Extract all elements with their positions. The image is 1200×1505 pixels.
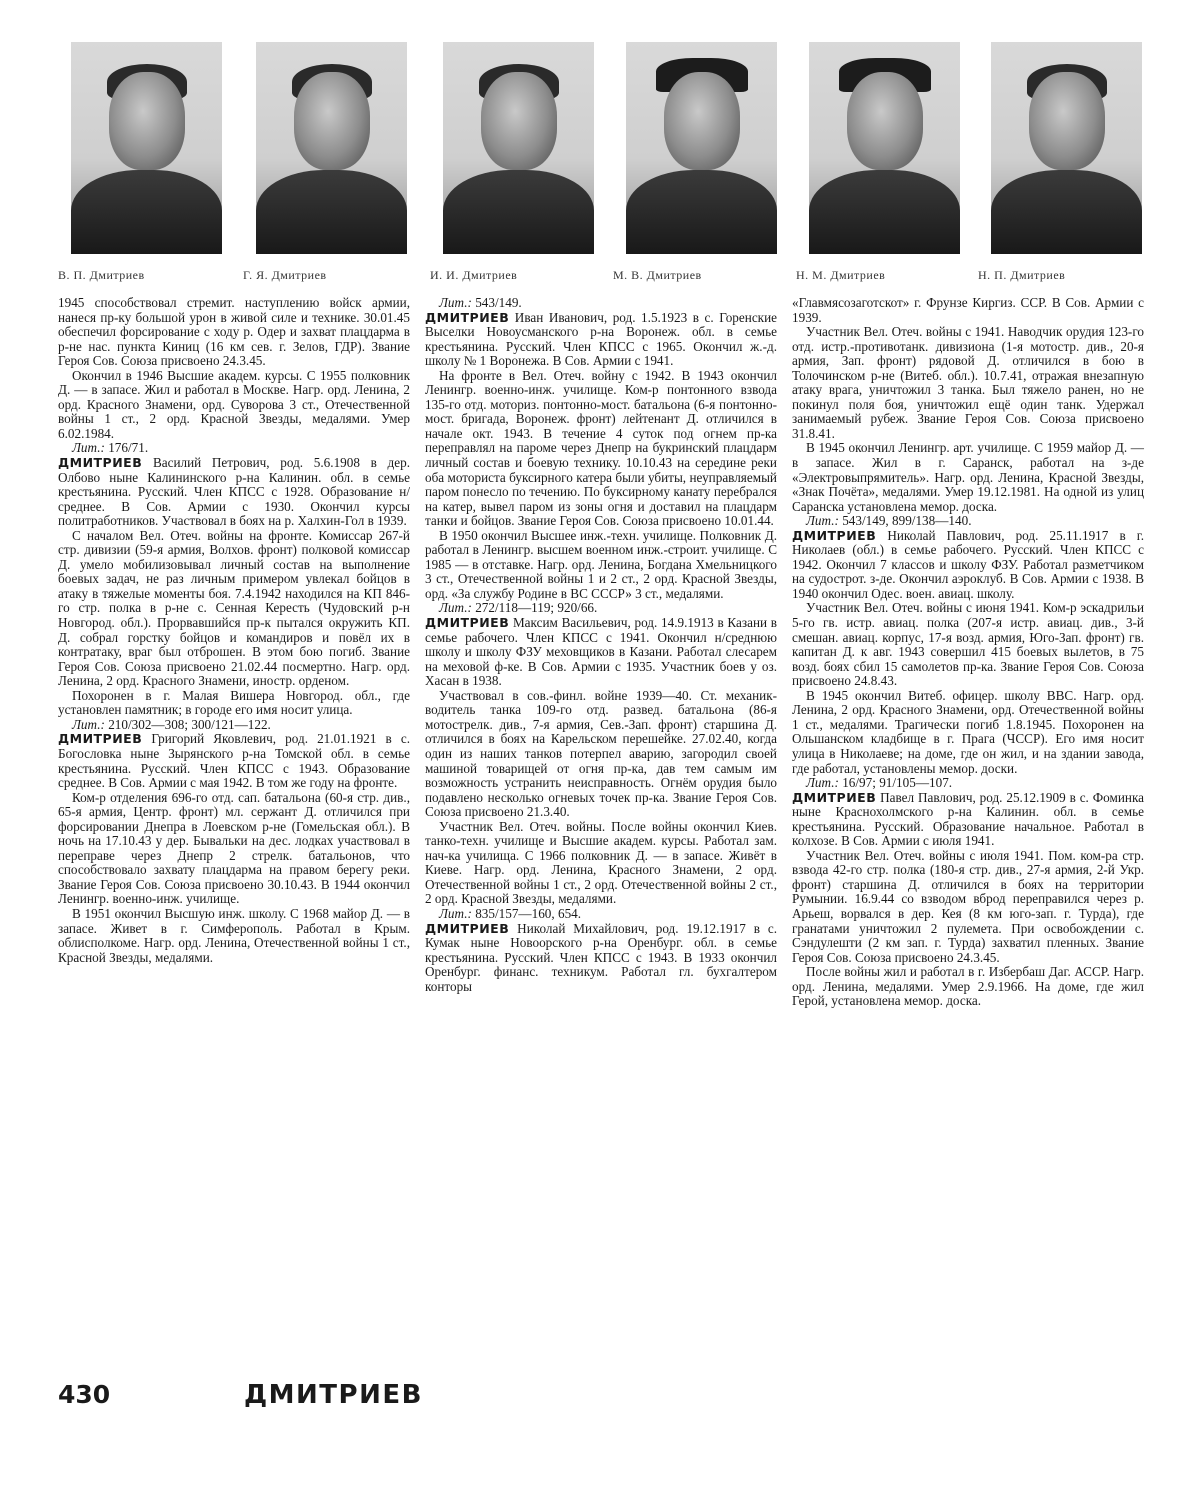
portrait-caption: Н. М. Дмитриев <box>796 268 886 282</box>
running-head: ДМИТРИЕВ <box>244 1380 423 1410</box>
entry-p-p-dmitriev: ДМИТРИЕВ Павел Павлович, род. 25.12.1909 в с. Фоминка ныне Краснохолмского р-на Калинин. обл. в семье крестьянина. Русский. Образование начальное. Работал в колхозе. В Сов. Армии с июля 1941. <box>792 789 1144 849</box>
paragraph: Участник Вел. Отеч. войны с июля 1941. Пом. ком-ра стр. взвода 42-го стр. полка (180-я стр. див., 27-я армия, 2-й Укр. фронт) старшина Д. отличился в боях на территории Румынии. 16.9.44 со взводом вброд переправился через р. Арьеш, ворвался в дер. Кея (8 км юго-зап. г. Турда), где гранатами уничтожил 2 пулемета. При освобождении с. Сэндулешти (2 км зап. г. Турда) захватил пленных. Звание Героя Сов. Союза присвоено 24.3.45. <box>792 847 1144 965</box>
entry-n-m-dmitriev: ДМИТРИЕВ Николай Михайлович, род. 19.12.1917 в с. Кумак ныне Новоорского р-на Оренбург. обл. в семье крестьянина. Русский. Член КПСС с 1943. В 1933 окончил Оренбург. финанс. техникум. Работал гл. бухгалтером конторы <box>425 920 777 994</box>
portrait-caption: Г. Я. Дмитриев <box>243 268 327 282</box>
paragraph: Окончил в 1946 Высшие академ. курсы. С 1955 полковник Д. — в запасе. Жил и работал в Москве. Нагр. орд. Ленина, 2 орд. Красного Знамени, орд. Суворова 3 ст., Отечественной войны 1 ст., 2 орд. Красной Звезды, медалями. Умер 6.02.1984. <box>58 367 410 441</box>
entry-i-i-dmitriev: ДМИТРИЕВ Иван Иванович, род. 1.5.1923 в с. Горенские Выселки Новоусманского р-на Воронеж. обл. в семье крестьянина. Русский. Член КПСС с 1965. Окончил ж.-д. школу № 1 Воронежа. В Сов. Армии с 1941. <box>425 309 777 369</box>
entry-m-v-dmitriev: ДМИТРИЕВ Максим Васильевич, род. 14.9.1913 в Казани в семье рабочего. Член КПСС с 1941. Окончил н/среднюю школу и школу ФЗУ меховщиков в Казани. Работал слесарем на меховой ф-ке. В Сов. Армии с 1935. Участник боев у оз. Хасан в 1938. <box>425 615 777 689</box>
portrait-row <box>58 42 1158 282</box>
portrait-caption: И. И. Дмитриев <box>430 268 518 282</box>
literature-ref: Лит.: 543/149, 899/138—140. <box>806 513 972 529</box>
portrait-caption: Н. П. Дмитриев <box>978 268 1066 282</box>
portrait-photo <box>443 42 594 254</box>
paragraph: На фронте в Вел. Отеч. войну с 1942. В 1943 окончил Ленингр. военно-инж. училище. Ком-р понтонного взвода 135-го отд. моториз. понтонно-мост. батальона (6-я понтонно-мост. бригада, Воронеж. фронт) лейтенант Д. отличился в начале окт. 1943. В течение 4 суток под огнем пр-ка переправлял на пароме через Днепр на букринский плацдарм личный состав и боевую технику. 10.10.43 на середине реки оба моториста буксирного катера были убиты, неуправляемый паром понесло по течению. По буксирному канату перебрался на катер, вывел паром из зоны огня и доставил на плацдарм танки и бойцов. Звание Героя Сов. Союза присвоено 10.01.44. <box>425 367 777 529</box>
entry-headword: ДМИТРИЕВ <box>425 309 510 325</box>
paragraph: Участник Вел. Отеч. войны с июня 1941. Ком-р эскадрильи 5-го гв. истр. авиац. полка (207-я истр. авиац. див., 3-й смешан. авиац. корпус, 17-я возд. армия, Юго-Зап. фронт) гв. капитан Д. к авг. 1943 совершил 415 боевых вылетов, в 75 возд. боях сбил 15 самолетов пр-ка. Звание Героя Сов. Союза присвоено 24.8.43. <box>792 600 1144 689</box>
paragraph: После войны жил и работал в г. Избербаш Даг. АССР. Нагр. орд. Ленина, медалями. Умер 2.9.1966. На доме, где жил Герой, установлена мемор. доска. <box>792 964 1144 1009</box>
portrait-n-p-dmitriev <box>978 42 1154 283</box>
paragraph: В 1945 окончил Ленингр. арт. училище. С 1959 майор Д. — в запасе. Жил в г. Саранск, работал на з-де «Электровыпрямитель». Нагр. орд. Ленина, Красной Звезды, «Знак Почёта», медалями. Умер 19.12.1981. На одной из улиц Саранска установлена мемор. доска. <box>792 440 1144 514</box>
portrait-photo <box>71 42 222 254</box>
text-column-2 <box>425 296 777 994</box>
paragraph: В 1951 окончил Высшую инж. школу. С 1968 майор Д. — в запасе. Живет в г. Симферополь. Работал в Крым. облисполкоме. Нагр. орд. Ленина, Отечественной войны 1 ст., Красной Звезды, медалями. <box>58 905 410 965</box>
literature-ref: Лит.: 16/97; 91/105—107. <box>806 775 953 791</box>
page-number: 430 <box>58 1380 111 1409</box>
paragraph: Похоронен в г. Малая Вишера Новгород. обл., где установлен памятник; в городе его имя носит улица. <box>58 687 410 718</box>
entry-g-ya-dmitriev: ДМИТРИЕВ Григорий Яковлевич, род. 21.01.1921 в с. Богословка ныне Зырянского р-на Томской обл. в семье крестьянина. Русский. Член КПСС с 1943. Образование среднее. В Сов. Армии с мая 1942. В том же году на фронте. <box>58 731 410 791</box>
portrait-photo <box>626 42 777 254</box>
portrait-m-v-dmitriev <box>613 42 789 283</box>
portrait-g-ya-dmitriev <box>243 42 419 283</box>
paragraph: Ком-р отделения 696-го отд. сап. батальона (60-я стр. див., 65-я армия, Центр. фронт) мл. сержант Д. отличился при форсировании Днепра в Лоевском р-не (Гомельская обл.). В ночь на 17.10.43 у дер. Бывальки на дес. лодках участвовал в переправе через Днепр 2 стрелк. батальонов, что способствовало захвату плацдарма на правом берегу реки. Звание Героя Сов. Союза присвоено 30.10.43. В 1944 окончил Ленингр. военно-инж. училище. <box>58 789 410 907</box>
entry-headword: ДМИТРИЕВ <box>792 527 877 543</box>
portrait-caption: М. В. Дмитриев <box>613 268 702 282</box>
portrait-photo <box>256 42 407 254</box>
paragraph: В 1945 окончил Витеб. офицер. школу ВВС. Нагр. орд. Ленина, 2 орд. Красного Знамени, орд. Отечественной войны 1 ст., медалями. Трагически погиб 1.8.1945. Похоронен на Ольшанском кладбище в г. Прага (ЧССР). Его имя носит улица в Николаеве; на доме, где он жил, и на здании завода, где работал, установлены мемор. доски. <box>792 687 1144 776</box>
literature-ref: Лит.: 176/71. <box>72 440 149 456</box>
paragraph: 1945 способствовал стремит. наступлению войск армии, нанеся пр-ку большой урон в живой силе и технике. 30.01.45 обеспечил форсирование с ходу р. Одер и захват плацдарма в р-не нас. пункта Киниц (16 км сев. г. Зелов, ГДР). Звание Героя Сов. Союза присвоено 24.3.45. <box>58 295 410 369</box>
literature-ref: Лит.: 543/149. <box>439 295 522 310</box>
text-column-3 <box>792 296 1144 1009</box>
portrait-v-p-dmitriev <box>58 42 234 283</box>
entry-headword: ДМИТРИЕВ <box>58 455 143 471</box>
literature-ref: Лит.: 272/118—119; 920/66. <box>439 600 598 616</box>
paragraph: С началом Вел. Отеч. войны на фронте. Комиссар 267-й стр. дивизии (59-я армия, Волхов. фронт) полковой комиссар Д. умело мобилизовывал личный состав на выполнение боевых задач, не раз личным примером увлекал бойцов в атаку в тяжелые моменты боя. 7.4.1942 находился на КП 846-го стр. полка в р-не с. Сенная Кересть (Чудовский р-н Новгород. обл.). Прорвавшийся пр-к пытался окружить КП. Д. собрал горстку бойцов и командиров и повёл их в контратаку, враг был отброшен. В этом бою погиб. Звание Героя Сов. Союза присвоено 21.02.44 посмертно. Нагр. орд. Ленина, 2 орд. Красного Знамени, иностр. орденом. <box>58 527 410 689</box>
portrait-n-m-dmitriev <box>796 42 972 283</box>
portrait-photo <box>809 42 960 254</box>
paragraph: Участник Вел. Отеч. войны. После войны окончил Киев. танко-техн. училище и Высшие академ. курсы. Работал зам. нач-ка училища. С 1966 полковник Д. — в запасе. Живёт в Киеве. Нагр. орд. Ленина, Красного Знамени, 2 орд. Отечественной войны 1 ст., 2 орд. Отечественной войны 2 ст., 2 орд. Красной Звезды, медалями. <box>425 818 777 907</box>
literature-ref: Лит.: 835/157—160, 654. <box>439 905 582 921</box>
entry-headword: ДМИТРИЕВ <box>425 920 510 936</box>
entry-v-p-dmitriev: ДМИТРИЕВ Василий Петрович, род. 5.6.1908 в дер. Олбово ныне Калининского р-на Калинин. обл. в семье крестьянина. Русский. Член КПСС с 1928. Образование н/среднее. В Сов. Армии с 1930. Окончил курсы политработников. Участвовал в боях на р. Халхин-Гол в 1939. <box>58 455 410 529</box>
entry-headword: ДМИТРИЕВ <box>425 615 510 631</box>
paragraph: В 1950 окончил Высшее инж.-техн. училище. Полковник Д. работал в Ленингр. высшем военном инж.-строит. училище. С 1985 — в отставке. Нагр. орд. Ленина, Богдана Хмельницкого 3 ст., Отечественной войны 1 и 2 ст., 2 орд. Красной Звезды, орд. «За службу Родине в ВС СССР» 3 ст., медалями. <box>425 527 777 601</box>
portrait-photo <box>991 42 1142 254</box>
entry-headword: ДМИТРИЕВ <box>58 731 143 747</box>
literature-ref: Лит.: 210/302—308; 300/121—122. <box>72 716 271 732</box>
portrait-caption: В. П. Дмитриев <box>58 268 145 282</box>
entry-n-p-dmitriev: ДМИТРИЕВ Николай Павлович, род. 25.11.1917 в г. Николаев (обл.) в семье рабочего. Русский. Член КПСС с 1942. Окончил 7 классов и школу ФЗУ. Работал разметчиком на судострот. з-де. Окончил аэроклуб. В Сов. Армии с 1938. В 1940 окончил Одес. воен. авиац. школу. <box>792 527 1144 601</box>
paragraph: Участвовал в сов.-финл. войне 1939—40. Ст. механик-водитель танка 109-го отд. развед. батальона (86-я мотострелк. див., 7-я армия, Сев.-Зап. фронт) старшина Д. отличился в боях на Карельском перешейке. 27.02.40, когда один из наших танков потерпел аварию, загородил своей машиной товарищей от огня пр-ка, дав тем самым им возможность устранить неисправность. Огнём орудия было подавлено несколько огневых точек пр-ка. Звание Героя Сов. Союза присвоено 21.3.40. <box>425 687 777 820</box>
paragraph: «Главмясозаготскот» г. Фрунзе Киргиз. ССР. В Сов. Армии с 1939. <box>792 295 1144 325</box>
entry-headword: ДМИТРИЕВ <box>792 789 877 805</box>
portrait-i-i-dmitriev <box>430 42 606 283</box>
paragraph: Участник Вел. Отеч. войны с 1941. Наводчик орудия 123-го отд. истр.-противотанк. дивизиона (1-я мотостр. див., 20-я армия, Зап. фронт) рядовой Д. отличился в бою в Толочинском р-не (Витеб. обл.). 10.7.41, отражая внезапную атаку врага, уничтожил 3 танка. Был тяжело ранен, но не покинул поля боя, уничтожил ещё один танк. Удержал занимаемый рубеж. Звание Героя Сов. Союза присвоено 31.8.41. <box>792 324 1144 441</box>
text-column-1 <box>58 296 410 965</box>
